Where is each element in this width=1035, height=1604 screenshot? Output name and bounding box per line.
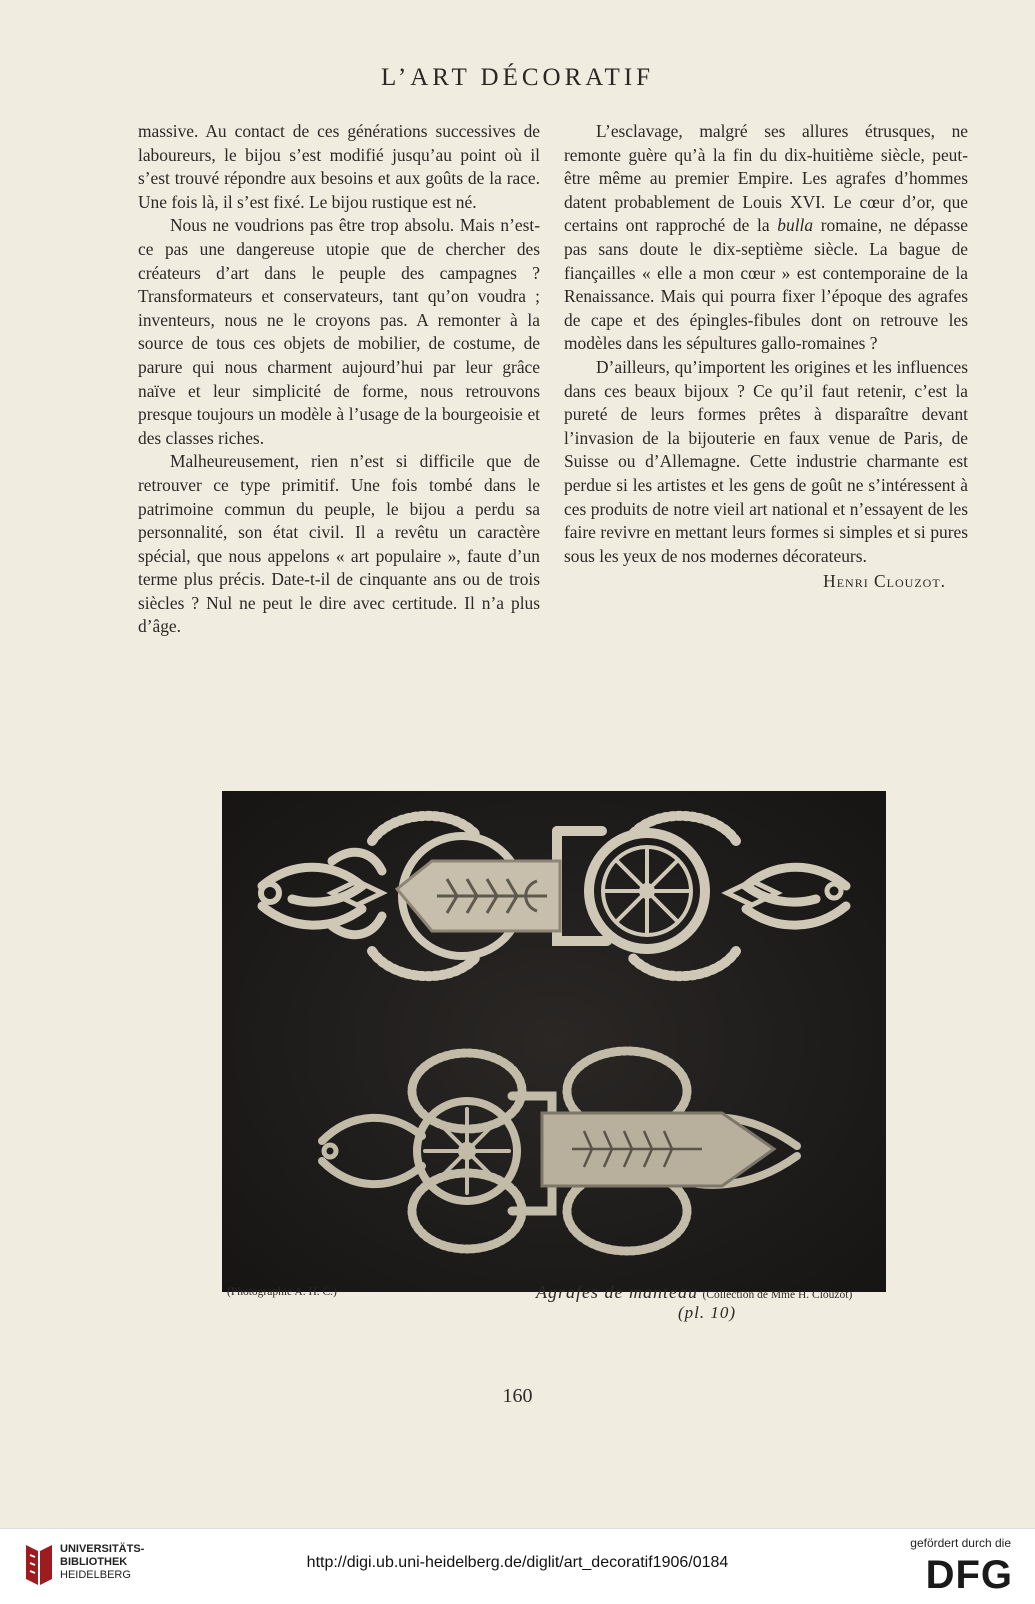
- right-paragraph-1-part-b: romaine, ne dépasse pas sans doute le dix-septième siècle. La bague de fiançailles « elle a mon cœur » est contemporaine de la Renaissance. Mais qui pourra fixer l’époque des agrafes de cape et des épingles-fibules dont on retrouve les modèles dans les sépultures gallo-romaines ?: [564, 215, 968, 354]
- left-paragraph-1: massive. Au contact de ces générations successives de laboureurs, le bijou s’est modifié jusqu’au point où il s’est trouvé répondre aux besoins et aux goûts de la race. Une fois là, il s’est fixé. Le bijou rustique est né.: [138, 121, 540, 212]
- author-signature: Henri Clouzot.: [823, 571, 946, 592]
- right-paragraph-2: D’ailleurs, qu’importent les origines et les influences dans ces beaux bijoux ? Ce qu’il faut retenir, c’est la pureté de leurs formes prêtes à disparaître devant l’invasion de la bijouterie en faux venue de Paris, de Suisse ou d’Allemagne. Cette industrie charmante est perdue si les artistes et les gens de goût ne s’intéressent à ces produits de notre vieil art national et n’essayent de les faire revivre en mettant leurs formes si simples et si pures sous les yeux de nos modernes décorateurs.: [564, 356, 968, 566]
- running-title: L’ART DÉCORATIF: [380, 64, 655, 91]
- photo-credit: (Photographie A. H. C.): [227, 1286, 337, 1298]
- page-number: 160: [502, 1385, 533, 1407]
- dfg-logo: DFG: [925, 1553, 1013, 1597]
- institution-line-1: UNIVERSITÄTS-: [60, 1543, 145, 1555]
- right-paragraph-1-part-a: L’esclavage, malgré ses allures étrusques, ne remonte guère qu’à la fin du dix-huitième siècle, peut-être même au premier Empire. Les agrafes d’hommes datent probablement de Louis XVI. Le cœur d’or, que certains ont rapproché de la: [564, 121, 968, 236]
- left-paragraph-2: Nous ne voudrions pas être trop absolu. Mais n’est-ce pas une dangereuse utopie que de chercher des créateurs d’art dans le peuple des campagnes ? Transformateurs et conservateurs, tant qu’on voudra ; inventeurs, nous ne le croyons pas. A remonter à la source de tous ces objets de mobilier, de costume, de parure qui nous charment aujourd’hui par leur grâce naïve et leur simplicité de forme, nous retrouvons presque toujours un modèle à l’usage de la bourgeoisie et des classes riches.: [138, 215, 540, 448]
- clasp-photograph: [222, 791, 886, 1292]
- figure-title: Agrafes de manteau: [536, 1282, 698, 1302]
- digitization-footer: [0, 1528, 1035, 1604]
- right-text-column: [564, 120, 968, 594]
- right-paragraph-1: [564, 120, 968, 356]
- sponsor-label: gefördert durch die: [910, 1536, 1011, 1550]
- left-text-column: [138, 120, 540, 639]
- institution-line-2: BIBLIOTHEK: [60, 1556, 128, 1568]
- left-paragraph-3: Malheureusement, rien n’est si difficile que de retrouver ce type primitif. Une fois tombé dans le patrimoine commun du peuple, le bijou a perdu sa personnalité, son état civil. Il a revêtu un caractère spécial, que nous appelons « art populaire », faute d’un terme plus précis. Date-t-il de cinquante ans ou de trois siècles ? Nul ne peut le dire avec certitude. Il n’a plus d’âge.: [138, 451, 540, 637]
- institution-line-3: HEIDELBERG: [60, 1569, 131, 1581]
- bulla-italic: bulla: [777, 215, 814, 236]
- figure-collection: (Collection de Mme H. Clouzot): [702, 1289, 853, 1301]
- photograph-plate: [222, 791, 886, 1292]
- permalink-url[interactable]: http://digi.ub.uni-heidelberg.de/diglit/art_decoratif1906/0184: [306, 1554, 729, 1571]
- plate-number: (pl. 10): [678, 1303, 737, 1322]
- figure-caption: [536, 1282, 852, 1303]
